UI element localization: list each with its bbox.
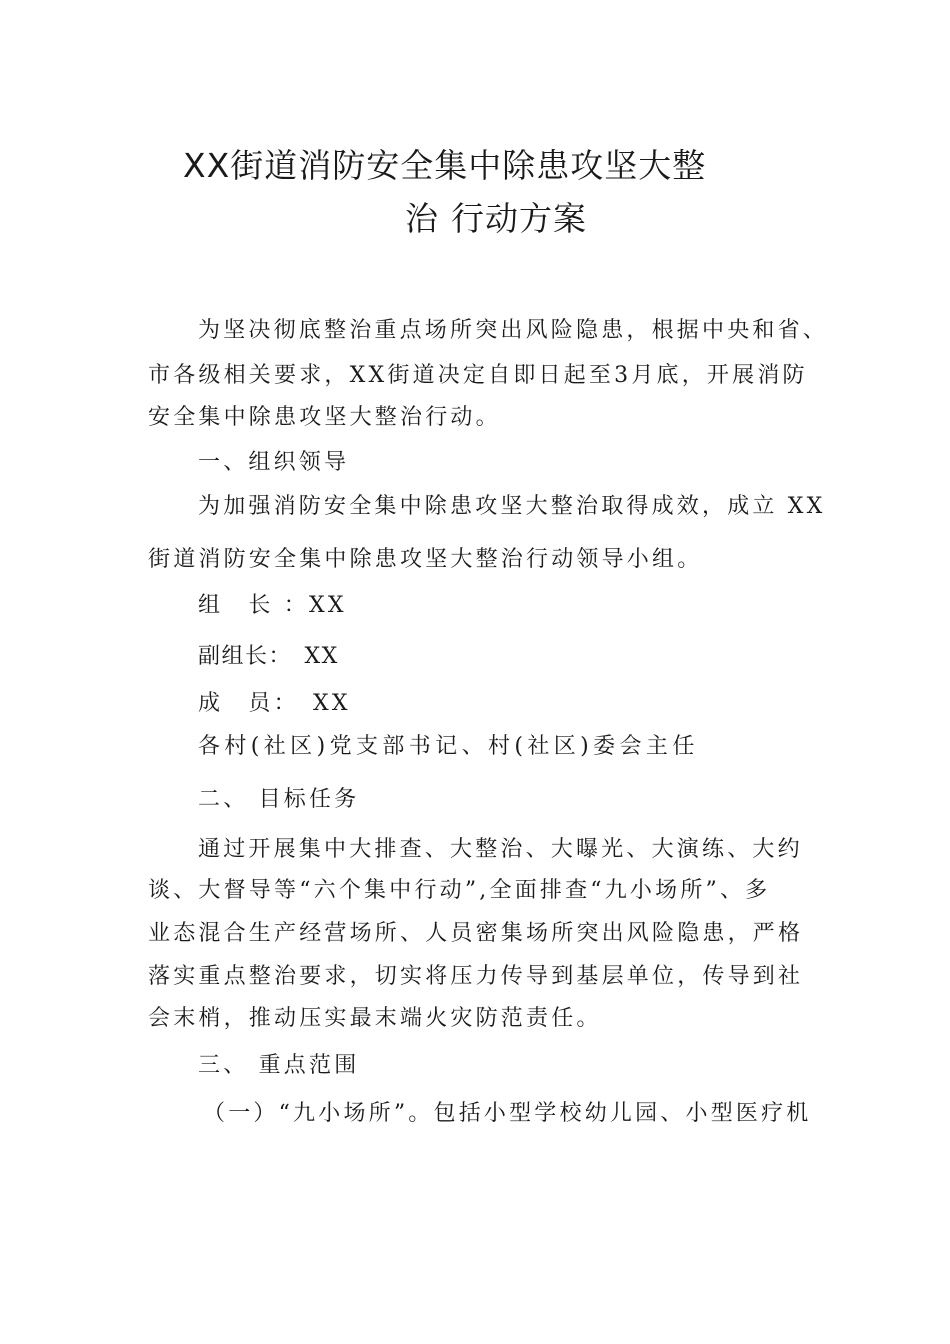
intro-line-3: 安全集中除患攻坚大整治行动。 <box>148 405 501 430</box>
section-2-para-line-1: 通过开展集中大排查、大整治、大曝光、大演练、大约 <box>198 837 803 862</box>
leader-line: 组 长 ：XX <box>198 593 347 618</box>
section-1-para-line-1: 为加强消防安全集中除患攻坚大整治取得成效，成立 XX <box>198 494 826 519</box>
document-title-line-2 <box>405 193 587 240</box>
section-1-heading: 一、组织领导 <box>198 450 350 475</box>
section-2-para-line-4: 落实重点整治要求，切实将压力传导到基层单位，传导到社 <box>148 964 804 989</box>
deputy-line: 副组长： XX <box>198 644 339 669</box>
title-line-2-part-b: 行动方案 <box>451 199 587 238</box>
section-2-para-line-2: 谈、大督导等“六个集中行动”,全面排查“九小场所”、多 <box>148 878 771 903</box>
section-2-para-line-5: 会末梢，推动压实最末端火灾防范责任。 <box>148 1006 602 1031</box>
title-line-2-part-a: 治 <box>405 199 439 238</box>
section-2-para-line-3: 业态混合生产经营场所、人员密集场所突出风险隐患，严格 <box>148 921 804 946</box>
intro-line-1: 为坚决彻底整治重点场所突出风险隐患，根据中央和省、 <box>198 318 829 343</box>
document-title-line-1: XX街道消防安全集中除患攻坚大整 <box>183 146 707 185</box>
members-line: 成 员： XX <box>198 691 351 716</box>
section-2-heading: 二、 目标任务 <box>198 787 360 812</box>
section-3-heading: 三、 重点范围 <box>198 1053 360 1078</box>
intro-line-2: 市各级相关要求，XX街道决定自即日起至3月底，开展消防 <box>148 363 808 388</box>
members-detail-line: 各村(社区)党支部书记、村(社区)委会主任 <box>198 734 699 759</box>
section-1-para-line-2: 街道消防安全集中除患攻坚大整治行动领导小组。 <box>148 547 703 572</box>
section-3-item-1: （一）“九小场所”。包括小型学校幼儿园、小型医疗机 <box>203 1101 812 1126</box>
